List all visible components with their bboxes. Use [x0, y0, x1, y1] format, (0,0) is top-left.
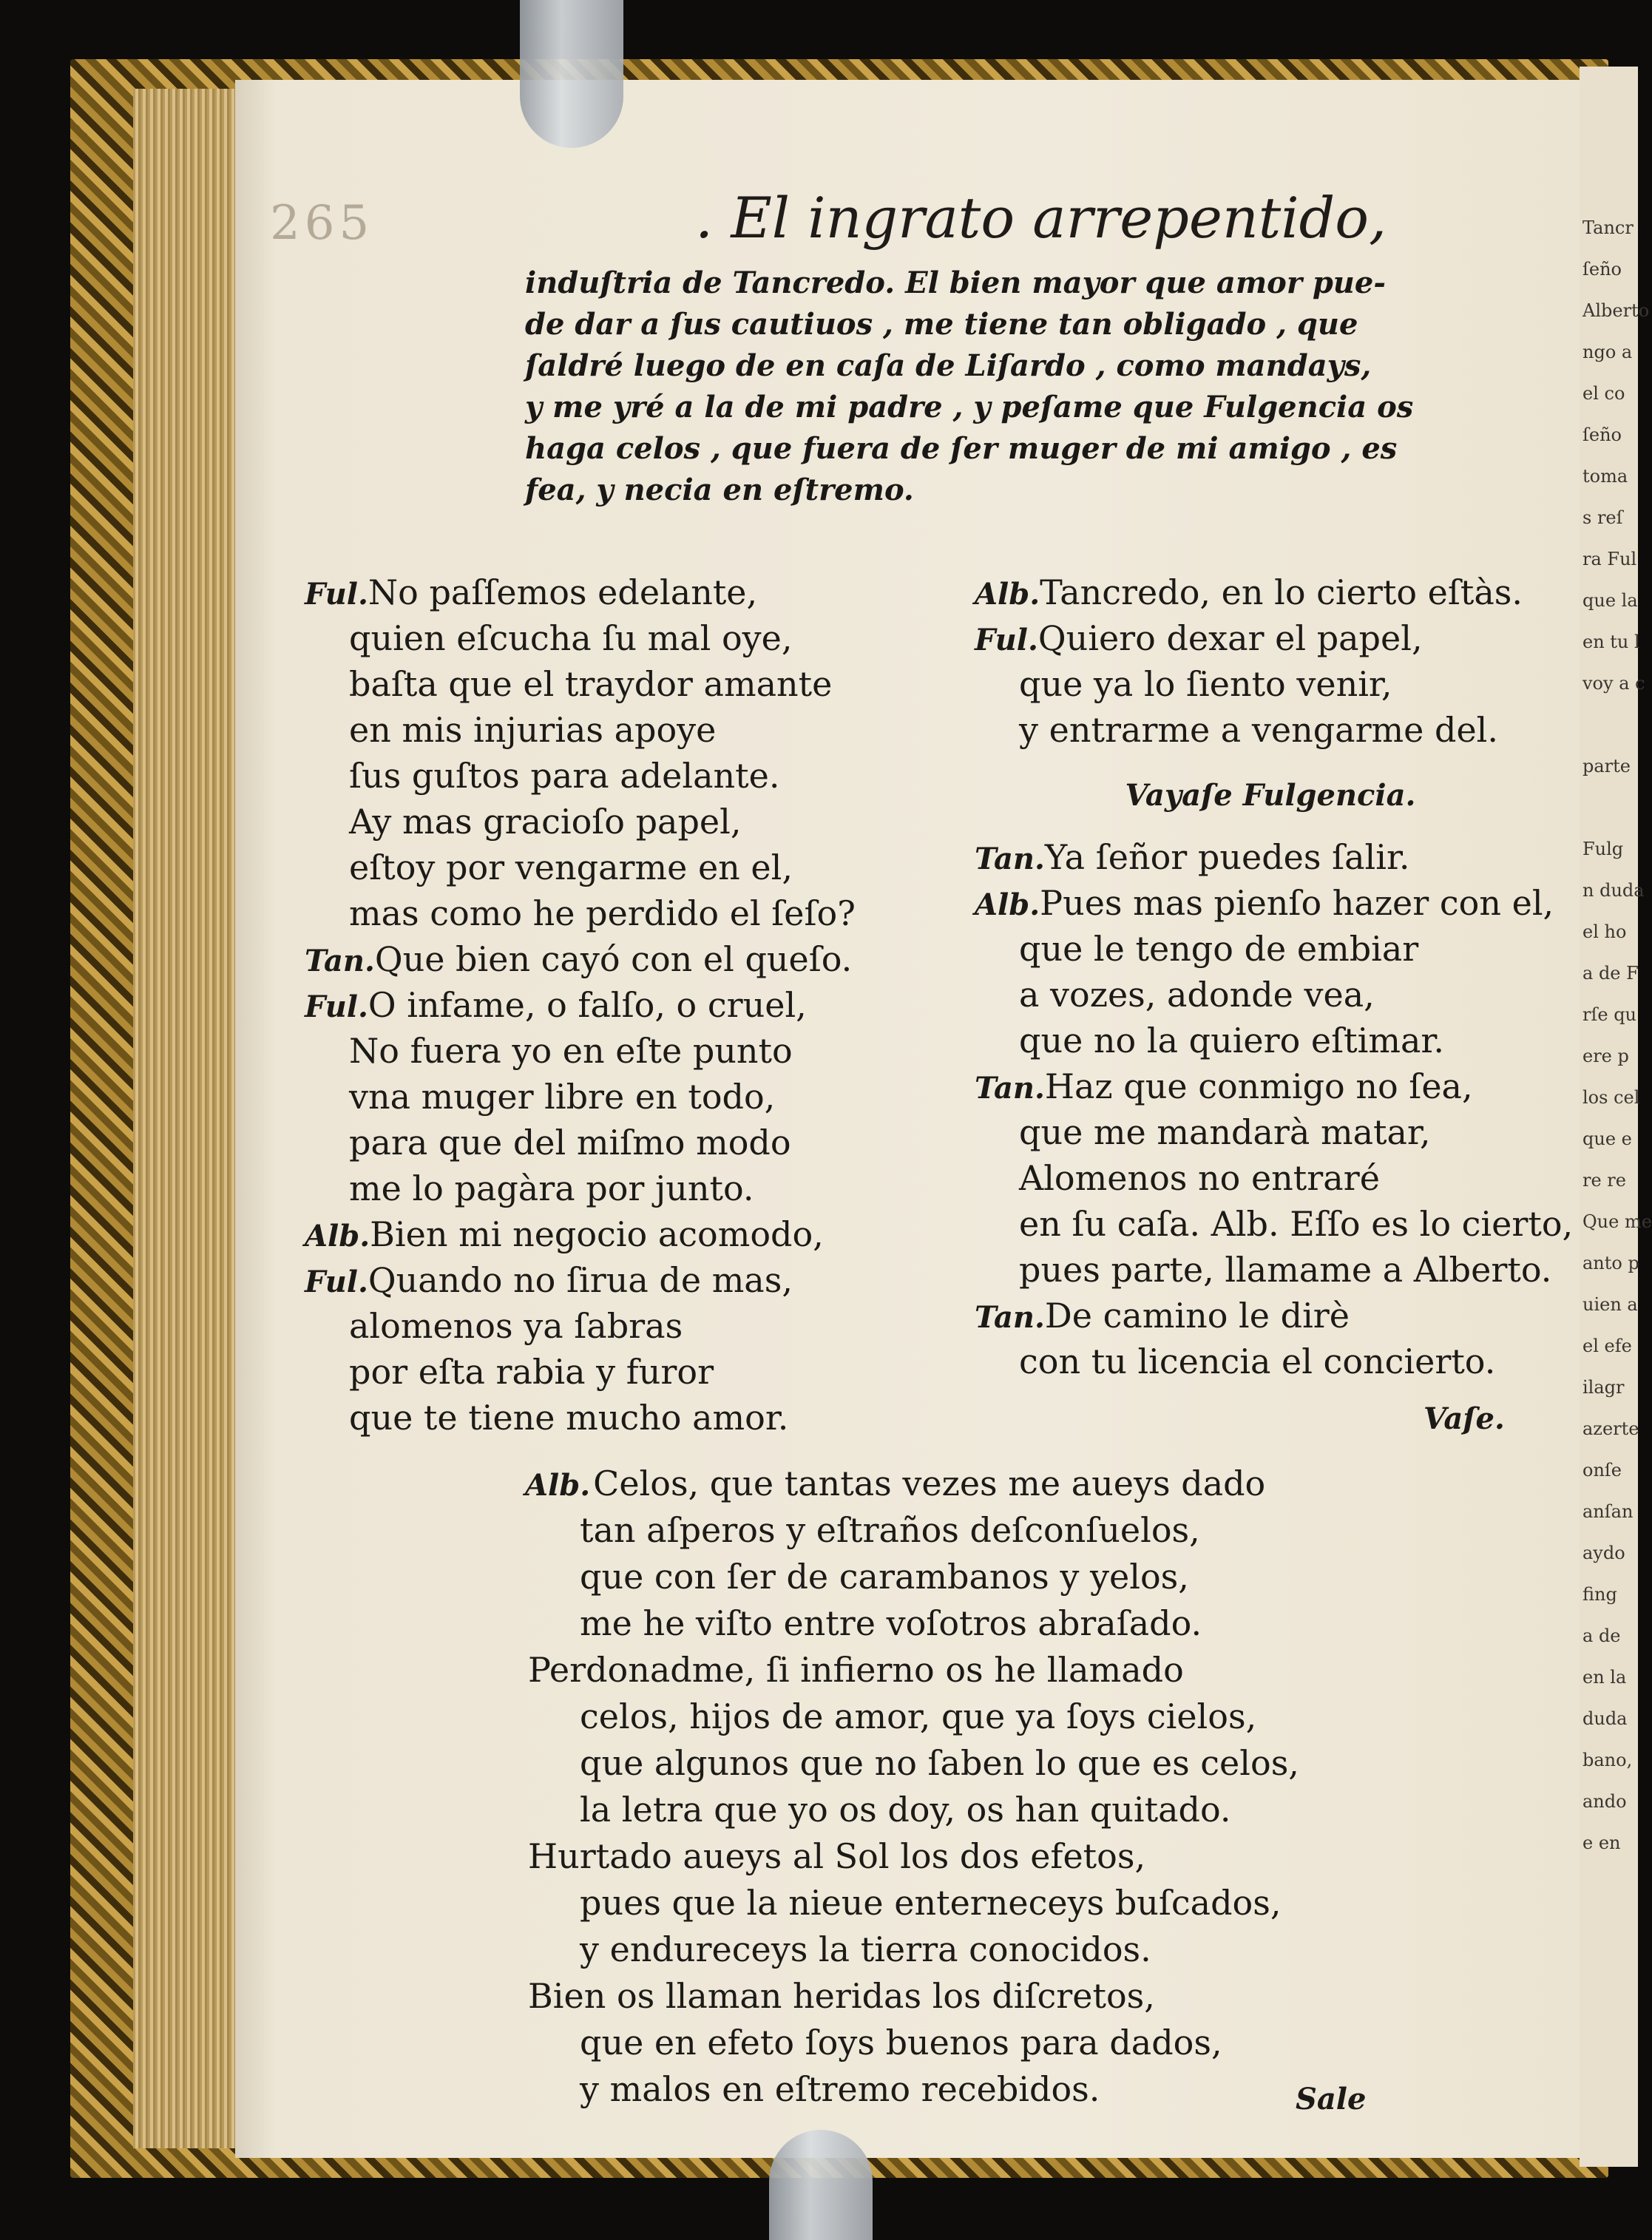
verse-line [305, 1211, 941, 1257]
verse-text: Que bien cayó con el queſo. [374, 939, 853, 979]
facing-fragment: ſeño [1582, 424, 1622, 445]
verse-text: Tancredo, en lo cierto eſtàs. [1040, 572, 1523, 612]
facing-fragment: en tu l [1582, 632, 1640, 652]
page-clip-top [520, 0, 623, 148]
verse-text: por eſta rabia y furor [349, 1352, 714, 1392]
facing-fragment: que e [1582, 1129, 1632, 1149]
verse-text: Bien mi negocio acomodo, [370, 1214, 824, 1254]
verse-line [305, 982, 941, 1028]
facing-fragment: s reſ [1582, 507, 1623, 528]
running-head: . El ingrato arrepentido, [695, 185, 1387, 251]
verse-text: la letra que yo os doy, os han quitado. [580, 1790, 1231, 1830]
facing-fragment: los cel [1582, 1087, 1640, 1108]
facing-fragment: e en [1582, 1833, 1621, 1853]
facing-fragment: el co [1582, 383, 1625, 404]
verse-text: y endureceys la tierra conocidos. [580, 1929, 1151, 1969]
verse-line [305, 569, 941, 615]
prose-line: ſaldré luego de en caſa de Liſardo , como mandays, [525, 348, 1372, 383]
verse-line [305, 661, 941, 707]
speaker-label: Alb. [975, 887, 1040, 922]
verse-text: para que del miſmo modo [349, 1123, 791, 1163]
verse-text: pues que la nieue enterneceys buſcados, [580, 1883, 1282, 1923]
verse-text: a vozes, adonde vea, [1019, 975, 1375, 1015]
verse-text: me lo pagàra por junto. [349, 1168, 754, 1208]
verse-line [305, 1120, 941, 1165]
facing-fragment: Alberto [1582, 300, 1650, 321]
verse-text: que no la quiero eſtimar. [1019, 1021, 1444, 1060]
verse-text: alomenos ya ſabras [349, 1306, 683, 1346]
facing-fragment: voy a c [1582, 673, 1645, 694]
verse-line [975, 1018, 1566, 1063]
verse-text: que en efeto ſoys buenos para dados, [580, 2023, 1222, 2063]
facing-fragment: ſeño [1582, 259, 1622, 280]
verse-text: Haz que conmigo no ſea, [1044, 1066, 1473, 1106]
facing-fragment: ngo a [1582, 342, 1633, 362]
verse-text: Ay mas gracioſo papel, [349, 802, 742, 842]
speaker-label: Alb. [305, 1219, 370, 1253]
sonnet-line [525, 1554, 1486, 1600]
verse-text: en ſu caſa. Alb. Eſſo es lo cierto, [1019, 1204, 1574, 1244]
facing-fragment: que la [1582, 590, 1638, 611]
verse-text: Celos, que tantas vezes me aueys dado [593, 1464, 1266, 1503]
verse-text: que con ſer de carambanos y yelos, [580, 1557, 1189, 1597]
facing-fragment: toma [1582, 466, 1628, 487]
facing-fragment: ilagr [1582, 1377, 1625, 1398]
verse-text: eſtoy por vengarme en el, [349, 847, 793, 887]
right-column-verse [975, 569, 1574, 1384]
verse-text: mas como he perdido el ſeſo? [349, 893, 856, 933]
facing-fragment: Que me [1582, 1211, 1652, 1232]
facing-fragment [1582, 787, 1638, 828]
verse-text: O infame, o falſo, o cruel, [368, 985, 807, 1025]
verse-text: Alomenos no entraré [1019, 1158, 1380, 1198]
verse-text: quien eſcucha ſu mal oye, [349, 618, 793, 658]
facing-fragment: Tancr [1582, 217, 1634, 238]
facing-fragment: a de [1582, 1625, 1621, 1646]
verse-text: que me mandarà matar, [1019, 1112, 1431, 1152]
verse-text: con tu licencia el concierto. [1019, 1341, 1496, 1381]
sonnet-line [525, 1740, 1486, 1787]
facing-fragment: uien a [1582, 1294, 1638, 1315]
verse-line [975, 615, 1566, 661]
sonnet-line [525, 1880, 1486, 1926]
verse-text: Pues mas pienſo hazer con el, [1040, 883, 1554, 923]
facing-fragment [1582, 704, 1638, 745]
verse-text: que ya lo ſiento venir, [1019, 664, 1392, 704]
sonnet-line [525, 2020, 1486, 2066]
facing-fragment: el ho [1582, 921, 1627, 942]
verse-line [305, 615, 941, 661]
sonnet-line [525, 1926, 1486, 1973]
verse-text: y malos en eſtremo recebidos. [580, 2069, 1100, 2109]
speaker-label: Tan. [305, 944, 375, 978]
sonnet-line [525, 1647, 1486, 1693]
verse-line [975, 1201, 1574, 1247]
stage-direction-text: Vayaſe Fulgencia. [1125, 778, 1416, 813]
verse-line [305, 707, 941, 753]
speaker-label: Tan. [975, 1300, 1045, 1335]
verse-text: De camino le dirè [1044, 1296, 1350, 1336]
verse-line [975, 661, 1566, 707]
facing-fragment: ando [1582, 1791, 1627, 1812]
verse-line [305, 1303, 941, 1349]
verse-line [305, 1074, 941, 1120]
verse-line [975, 569, 1566, 615]
prose-line: y me yré a la de mi padre , y peſame que Fulgencia os [525, 390, 1414, 424]
facing-fragment: anſan [1582, 1501, 1634, 1522]
facing-fragment: ere p [1582, 1046, 1629, 1066]
speaker-label: Alb. [975, 577, 1040, 612]
stage-direction-exit: Vaſe. [1424, 1401, 1505, 1436]
verse-text: tan aſperos y eſtraños deſconſuelos, [580, 1510, 1200, 1550]
facing-fragment: azerte [1582, 1418, 1639, 1439]
speaker-label: Alb. [525, 1468, 591, 1503]
prose-paragraph [525, 263, 1560, 511]
prose-line: haga celos , que fuera de ſer muger de mi amigo , es [525, 431, 1398, 466]
verse-text: Perdonadme, ſi infierno os he llamado [528, 1650, 1184, 1690]
verse-text: No paſſemos edelante, [368, 572, 758, 612]
facing-fragment: aydo [1582, 1543, 1625, 1563]
verse-line [975, 972, 1566, 1018]
verse-line [305, 936, 941, 982]
verse-text: ſus guſtos para adelante. [349, 756, 780, 796]
verse-line [305, 799, 941, 845]
verse-text: Bien os llaman heridas los diſcretos, [528, 1976, 1155, 2016]
verse-line [975, 707, 1566, 753]
sonnet-line [525, 1787, 1486, 1833]
verse-line [305, 1165, 941, 1211]
catchword: Sale [1296, 2082, 1367, 2117]
verse-text: Ya ſeñor puedes ſalir. [1044, 837, 1410, 877]
verse-line [305, 845, 941, 890]
verse-line [305, 890, 941, 936]
verse-line [305, 1349, 941, 1395]
verse-text: Hurtado aueys al Sol los dos efetos, [528, 1836, 1146, 1876]
facing-fragment: duda [1582, 1708, 1628, 1729]
verse-line [975, 880, 1566, 926]
verse-text: y entrarme a vengarme del. [1019, 710, 1499, 750]
prose-line: induſtria de Tancredo. El bien mayor que amor pue- [525, 265, 1386, 300]
verse-text: Quiero dexar el papel, [1037, 618, 1423, 658]
verse-line [975, 834, 1566, 880]
speaker-label: Ful. [975, 623, 1038, 657]
prose-line: fea, y necia en eſtremo. [525, 473, 914, 507]
verse-text: me he viſto entre voſotros abraſado. [580, 1603, 1202, 1643]
verse-line [975, 1109, 1566, 1155]
left-column-verse [305, 569, 941, 1441]
sonnet-line [525, 1507, 1486, 1554]
verse-line [975, 926, 1566, 972]
verse-line [305, 1257, 941, 1303]
facing-fragment: rſe qu [1582, 1004, 1637, 1025]
verse-text: vna muger libre en todo, [349, 1077, 776, 1117]
verse-text: en mis injurias apoye [349, 710, 717, 750]
facing-fragment: anto p [1582, 1253, 1639, 1273]
page-folio: 265 [270, 196, 374, 251]
verse-text: que le tengo de embiar [1019, 929, 1419, 969]
verse-line [305, 1028, 941, 1074]
verse-text: celos, hijos de amor, que ya ſoys cielos, [580, 1696, 1257, 1736]
facing-fragment: Fulg [1582, 839, 1624, 859]
facing-fragment: a de F [1582, 963, 1639, 984]
verse-line [975, 1155, 1566, 1201]
verse-line [305, 1395, 941, 1441]
page-clip-bottom [769, 2130, 873, 2240]
facing-fragment: onſe [1582, 1460, 1622, 1481]
facing-page-fragments [1580, 67, 1652, 2167]
sonnet-line [525, 1833, 1486, 1880]
sonnet-line [525, 1600, 1486, 1647]
verse-text: baſta que el traydor amante [349, 664, 833, 704]
sonnet-block [525, 1461, 1486, 2113]
facing-fragment: en la [1582, 1667, 1627, 1688]
facing-fragment: re re [1582, 1170, 1626, 1191]
sonnet-line [525, 1461, 1486, 1507]
speaker-label: Ful. [305, 577, 368, 612]
verse-text: que te tiene mucho amor. [349, 1398, 789, 1438]
speaker-label: Ful. [305, 989, 368, 1024]
prose-line: de dar a ſus cautiuos , me tiene tan obligado , que [525, 307, 1358, 342]
speaker-label: Tan. [975, 842, 1045, 876]
page-edges [133, 89, 244, 2148]
verse-text: Quando no ſirua de mas, [368, 1260, 793, 1300]
verse-text: No fuera yo en eſte punto [349, 1031, 793, 1071]
verse-line [305, 753, 941, 799]
sonnet-line [525, 1973, 1486, 2020]
verse-text: pues parte, llamame a Alberto. [1019, 1250, 1552, 1290]
facing-fragment: parte [1582, 756, 1631, 776]
facing-fragment: ra Ful [1582, 549, 1637, 569]
verse-line [975, 1339, 1566, 1384]
speaker-label: Tan. [975, 1071, 1045, 1106]
facing-fragment: fing [1582, 1584, 1617, 1605]
facing-fragment: bano, [1582, 1750, 1633, 1770]
verse-line [975, 1293, 1566, 1339]
speaker-label: Ful. [305, 1265, 368, 1299]
facing-fragment: n duda [1582, 880, 1645, 901]
verse-line [975, 1247, 1566, 1293]
verse-text: que algunos que no ſaben lo que es celos, [580, 1743, 1299, 1783]
stage-direction [975, 753, 1566, 834]
facing-fragment: el efe [1582, 1336, 1632, 1356]
sonnet-line [525, 1693, 1486, 1740]
verse-line [975, 1063, 1566, 1109]
